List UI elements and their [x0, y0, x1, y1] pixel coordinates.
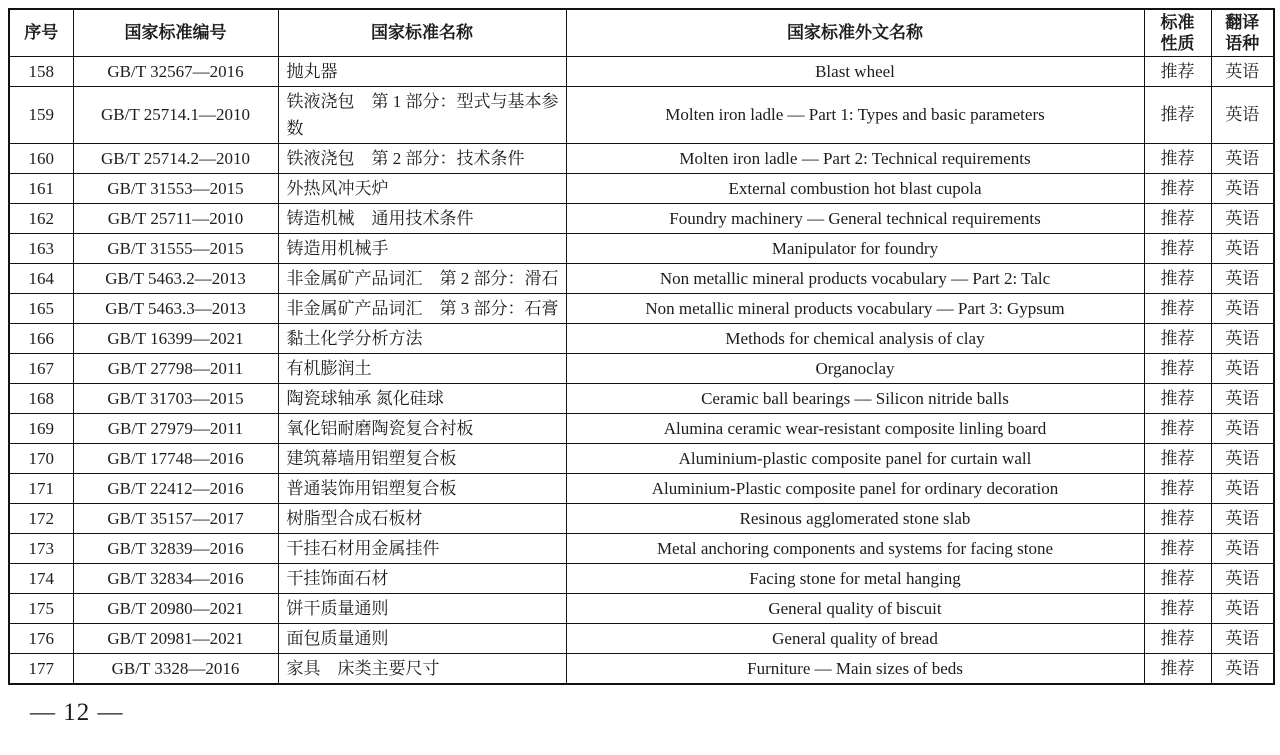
header-lang	[1211, 9, 1274, 56]
cell-lang: 英语	[1211, 473, 1274, 503]
cell-index: 159	[9, 86, 73, 143]
cell-code: GB/T 31553—2015	[73, 173, 278, 203]
cell-index: 173	[9, 533, 73, 563]
cell-index: 176	[9, 623, 73, 653]
header-nature-line2: 性质	[1160, 33, 1195, 53]
cell-name-zh: 面包质量通则	[278, 623, 566, 653]
table-row	[9, 593, 1274, 623]
cell-index: 160	[9, 143, 73, 173]
cell-name-zh: 干挂饰面石材	[278, 563, 566, 593]
cell-name-zh: 铁液浇包 第 2 部分：技术条件	[278, 143, 566, 173]
table-row	[9, 533, 1274, 563]
cell-name-zh: 非金属矿产品词汇 第 3 部分：石膏	[278, 293, 566, 323]
cell-code: GB/T 27979—2011	[73, 413, 278, 443]
cell-name-zh: 干挂石材用金属挂件	[278, 533, 566, 563]
table-row	[9, 173, 1274, 203]
cell-nature: 推荐	[1144, 383, 1211, 413]
cell-code: GB/T 25714.2—2010	[73, 143, 278, 173]
cell-index: 166	[9, 323, 73, 353]
cell-lang: 英语	[1211, 233, 1274, 263]
table-row	[9, 353, 1274, 383]
cell-name-en: Aluminium-plastic composite panel for curtain wall	[566, 443, 1144, 473]
header-lang-line2: 语种	[1225, 33, 1260, 53]
cell-nature: 推荐	[1144, 293, 1211, 323]
cell-index: 163	[9, 233, 73, 263]
cell-nature: 推荐	[1144, 173, 1211, 203]
cell-name-zh: 铁液浇包 第 1 部分：型式与基本参数	[278, 86, 566, 143]
table-row	[9, 383, 1274, 413]
cell-name-zh: 氧化铝耐磨陶瓷复合衬板	[278, 413, 566, 443]
cell-lang: 英语	[1211, 323, 1274, 353]
cell-nature: 推荐	[1144, 143, 1211, 173]
cell-lang: 英语	[1211, 263, 1274, 293]
cell-name-en: Facing stone for metal hanging	[566, 563, 1144, 593]
cell-name-en: General quality of bread	[566, 623, 1144, 653]
cell-name-zh: 黏土化学分析方法	[278, 323, 566, 353]
table-header-row	[9, 9, 1274, 56]
cell-name-en: Manipulator for foundry	[566, 233, 1144, 263]
cell-code: GB/T 3328—2016	[73, 653, 278, 684]
cell-nature: 推荐	[1144, 263, 1211, 293]
cell-lang: 英语	[1211, 413, 1274, 443]
cell-name-zh: 铸造机械 通用技术条件	[278, 203, 566, 233]
cell-index: 165	[9, 293, 73, 323]
cell-name-en: Blast wheel	[566, 56, 1144, 86]
cell-code: GB/T 31555—2015	[73, 233, 278, 263]
cell-name-en: Metal anchoring components and systems for facing stone	[566, 533, 1144, 563]
cell-name-en: General quality of biscuit	[566, 593, 1144, 623]
cell-name-zh: 普通装饰用铝塑复合板	[278, 473, 566, 503]
cell-name-en: Molten iron ladle — Part 2: Technical requirements	[566, 143, 1144, 173]
cell-index: 172	[9, 503, 73, 533]
header-name-zh: 国家标准名称	[278, 9, 566, 56]
cell-nature: 推荐	[1144, 413, 1211, 443]
cell-code: GB/T 31703—2015	[73, 383, 278, 413]
table-row	[9, 473, 1274, 503]
cell-lang: 英语	[1211, 143, 1274, 173]
table-row	[9, 503, 1274, 533]
cell-code: GB/T 17748—2016	[73, 443, 278, 473]
cell-index: 175	[9, 593, 73, 623]
cell-name-en: Foundry machinery — General technical requirements	[566, 203, 1144, 233]
cell-name-en: Resinous agglomerated stone slab	[566, 503, 1144, 533]
cell-lang: 英语	[1211, 353, 1274, 383]
table-row	[9, 323, 1274, 353]
cell-name-en: Ceramic ball bearings — Silicon nitride balls	[566, 383, 1144, 413]
cell-code: GB/T 27798—2011	[73, 353, 278, 383]
cell-name-zh: 非金属矿产品词汇 第 2 部分：滑石	[278, 263, 566, 293]
cell-name-zh: 饼干质量通则	[278, 593, 566, 623]
cell-name-zh: 陶瓷球轴承 氮化硅球	[278, 383, 566, 413]
cell-name-zh: 铸造用机械手	[278, 233, 566, 263]
cell-code: GB/T 32839—2016	[73, 533, 278, 563]
cell-lang: 英语	[1211, 86, 1274, 143]
cell-index: 161	[9, 173, 73, 203]
cell-index: 170	[9, 443, 73, 473]
cell-nature: 推荐	[1144, 473, 1211, 503]
cell-code: GB/T 25714.1—2010	[73, 86, 278, 143]
cell-nature: 推荐	[1144, 203, 1211, 233]
cell-name-en: Aluminium-Plastic composite panel for ordinary decoration	[566, 473, 1144, 503]
table-row	[9, 413, 1274, 443]
cell-code: GB/T 32567—2016	[73, 56, 278, 86]
cell-lang: 英语	[1211, 56, 1274, 86]
header-name-en: 国家标准外文名称	[566, 9, 1144, 56]
cell-nature: 推荐	[1144, 593, 1211, 623]
cell-nature: 推荐	[1144, 563, 1211, 593]
cell-code: GB/T 32834—2016	[73, 563, 278, 593]
cell-name-zh: 家具 床类主要尺寸	[278, 653, 566, 684]
cell-index: 177	[9, 653, 73, 684]
table-row	[9, 653, 1274, 684]
cell-name-zh: 有机膨润土	[278, 353, 566, 383]
cell-name-zh: 树脂型合成石板材	[278, 503, 566, 533]
table-row	[9, 293, 1274, 323]
cell-index: 164	[9, 263, 73, 293]
cell-nature: 推荐	[1144, 653, 1211, 684]
table-row	[9, 143, 1274, 173]
standards-table	[8, 8, 1275, 685]
cell-name-en: Organoclay	[566, 353, 1144, 383]
cell-lang: 英语	[1211, 173, 1274, 203]
cell-lang: 英语	[1211, 293, 1274, 323]
cell-name-en: Non metallic mineral products vocabulary — Part 2: Talc	[566, 263, 1144, 293]
cell-lang: 英语	[1211, 563, 1274, 593]
table-row	[9, 623, 1274, 653]
cell-name-en: External combustion hot blast cupola	[566, 173, 1144, 203]
cell-code: GB/T 20981—2021	[73, 623, 278, 653]
cell-nature: 推荐	[1144, 233, 1211, 263]
cell-code: GB/T 22412—2016	[73, 473, 278, 503]
cell-name-en: Furniture — Main sizes of beds	[566, 653, 1144, 684]
cell-lang: 英语	[1211, 203, 1274, 233]
cell-name-zh: 建筑幕墙用铝塑复合板	[278, 443, 566, 473]
cell-index: 158	[9, 56, 73, 86]
cell-lang: 英语	[1211, 443, 1274, 473]
table-row	[9, 56, 1274, 86]
cell-code: GB/T 35157—2017	[73, 503, 278, 533]
header-lang-line1: 翻译	[1225, 12, 1260, 32]
cell-index: 174	[9, 563, 73, 593]
table-row	[9, 563, 1274, 593]
cell-name-zh: 外热风冲天炉	[278, 173, 566, 203]
cell-index: 162	[9, 203, 73, 233]
cell-name-en: Molten iron ladle — Part 1: Types and basic parameters	[566, 86, 1144, 143]
cell-nature: 推荐	[1144, 623, 1211, 653]
cell-lang: 英语	[1211, 533, 1274, 563]
cell-code: GB/T 5463.2—2013	[73, 263, 278, 293]
cell-code: GB/T 20980—2021	[73, 593, 278, 623]
cell-lang: 英语	[1211, 383, 1274, 413]
cell-index: 167	[9, 353, 73, 383]
cell-lang: 英语	[1211, 653, 1274, 684]
cell-nature: 推荐	[1144, 503, 1211, 533]
header-nature-line1: 标准	[1160, 12, 1195, 32]
cell-nature: 推荐	[1144, 443, 1211, 473]
cell-lang: 英语	[1211, 593, 1274, 623]
cell-nature: 推荐	[1144, 86, 1211, 143]
table-row	[9, 233, 1274, 263]
cell-code: GB/T 25711—2010	[73, 203, 278, 233]
cell-nature: 推荐	[1144, 56, 1211, 86]
cell-index: 169	[9, 413, 73, 443]
header-nature	[1144, 9, 1211, 56]
table-row	[9, 443, 1274, 473]
cell-index: 171	[9, 473, 73, 503]
cell-nature: 推荐	[1144, 353, 1211, 383]
cell-nature: 推荐	[1144, 533, 1211, 563]
table-row	[9, 263, 1274, 293]
cell-nature: 推荐	[1144, 323, 1211, 353]
header-code: 国家标准编号	[73, 9, 278, 56]
page-number: — 12 —	[30, 698, 124, 726]
cell-name-en: Alumina ceramic wear-resistant composite linling board	[566, 413, 1144, 443]
table-body	[9, 56, 1274, 684]
header-index: 序号	[9, 9, 73, 56]
cell-lang: 英语	[1211, 623, 1274, 653]
cell-name-en: Non metallic mineral products vocabulary — Part 3: Gypsum	[566, 293, 1144, 323]
cell-code: GB/T 16399—2021	[73, 323, 278, 353]
table-row	[9, 203, 1274, 233]
table-row	[9, 86, 1274, 143]
cell-index: 168	[9, 383, 73, 413]
cell-name-en: Methods for chemical analysis of clay	[566, 323, 1144, 353]
cell-code: GB/T 5463.3—2013	[73, 293, 278, 323]
cell-name-zh: 抛丸器	[278, 56, 566, 86]
cell-lang: 英语	[1211, 503, 1274, 533]
